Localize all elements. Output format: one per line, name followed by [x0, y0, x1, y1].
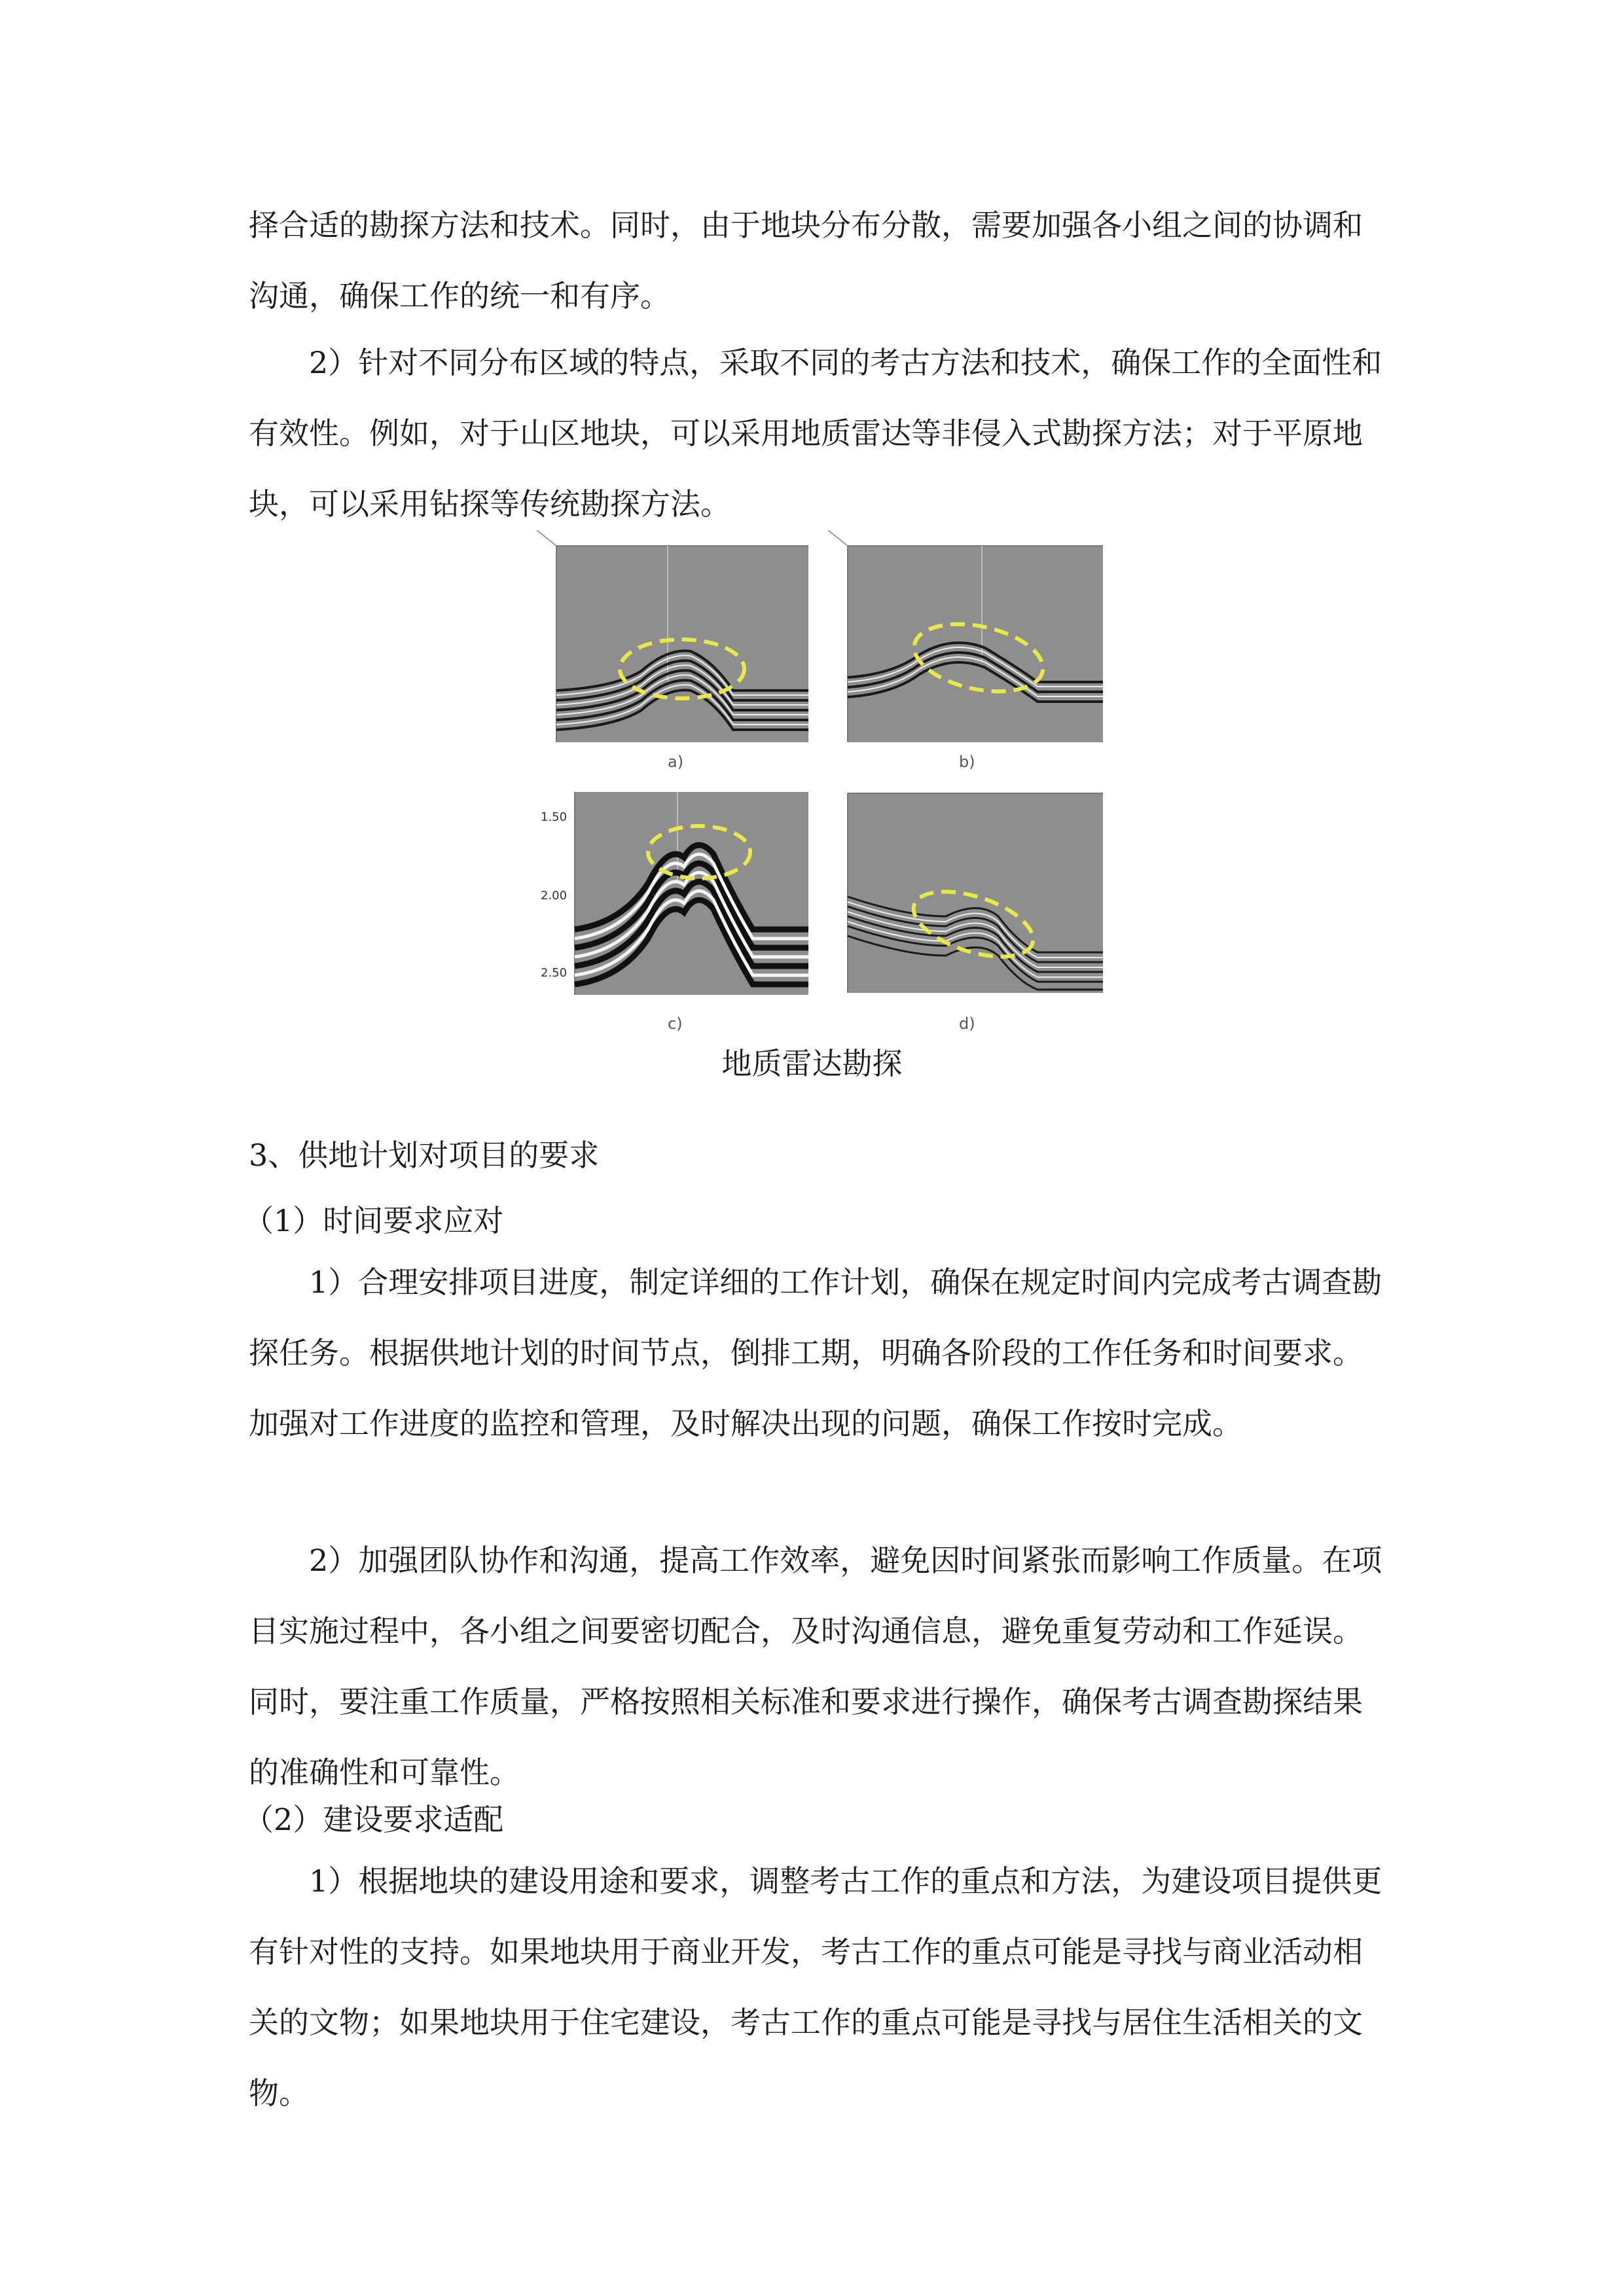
- gpr-figure: [517, 517, 1106, 1047]
- subsection-heading-construction: （2）建设要求适配: [244, 1802, 504, 1837]
- radar-panel-a: [537, 530, 812, 771]
- paragraph-method-2: 2）针对不同分布区域的特点，采取不同的考古方法和技术，确保工作的全面性和有效性。例如，对于山区地块，可以采用地质雷达等非侵入式勘探方法；对于平原地块，可以采用钻探等传统勘探方法。: [249, 345, 1382, 522]
- paragraph-time-1: 1）合理安排项目进度，制定详细的工作计划，确保在规定时间内完成考古调查勘探任务。根据供地计划的时间节点，倒排工期，明确各阶段的工作任务和时间要求。加强对工作进度的监控和管理，及时解决出现的问题，确保工作按时完成。: [249, 1265, 1382, 1441]
- tick-c-3: 2.50: [541, 966, 568, 980]
- radar-panel-c: [537, 785, 812, 1033]
- radar-panel-d: [828, 785, 1106, 1033]
- tick-c-1: 1.50: [541, 810, 568, 824]
- panel-label-b: b): [959, 753, 975, 771]
- section-heading-3: 3、供地计划对项目的要求: [249, 1138, 600, 1173]
- panel-label-d: d): [959, 1014, 975, 1033]
- tick-c-2: 2.00: [541, 889, 568, 903]
- subsection-heading-time: （1）时间要求应对: [244, 1203, 504, 1238]
- paragraph-construction-1: 1）根据地块的建设用途和要求，调整考古工作的重点和方法，为建设项目提供更有针对性的支持。如果地块用于商业开发，考古工作的重点可能是寻找与商业活动相关的文物；如果地块用于住宅建设，考古工作的重点可能是寻找与居住生活相关的文物。: [249, 1863, 1382, 2111]
- paragraph-time-2: 2）加强团队协作和沟通，提高工作效率，避免因时间紧张而影响工作质量。在项目实施过程中，各小组之间要密切配合，及时沟通信息，避免重复劳动和工作延误。同时，要注重工作质量，严格按照相关标准和要求进行操作，确保考古调查勘探结果的准确性和可靠性。: [249, 1543, 1382, 1790]
- panel-label-a: a): [668, 753, 684, 771]
- panel-label-c: c): [668, 1014, 683, 1033]
- radar-panel-b: [828, 530, 1106, 771]
- figure-caption: 地质雷达勘探: [721, 1046, 903, 1081]
- paragraph-continuation: 择合适的勘探方法和技术。同时，由于地块分布分散，需要加强各小组之间的协调和沟通，确保工作的统一和有序。: [249, 207, 1363, 314]
